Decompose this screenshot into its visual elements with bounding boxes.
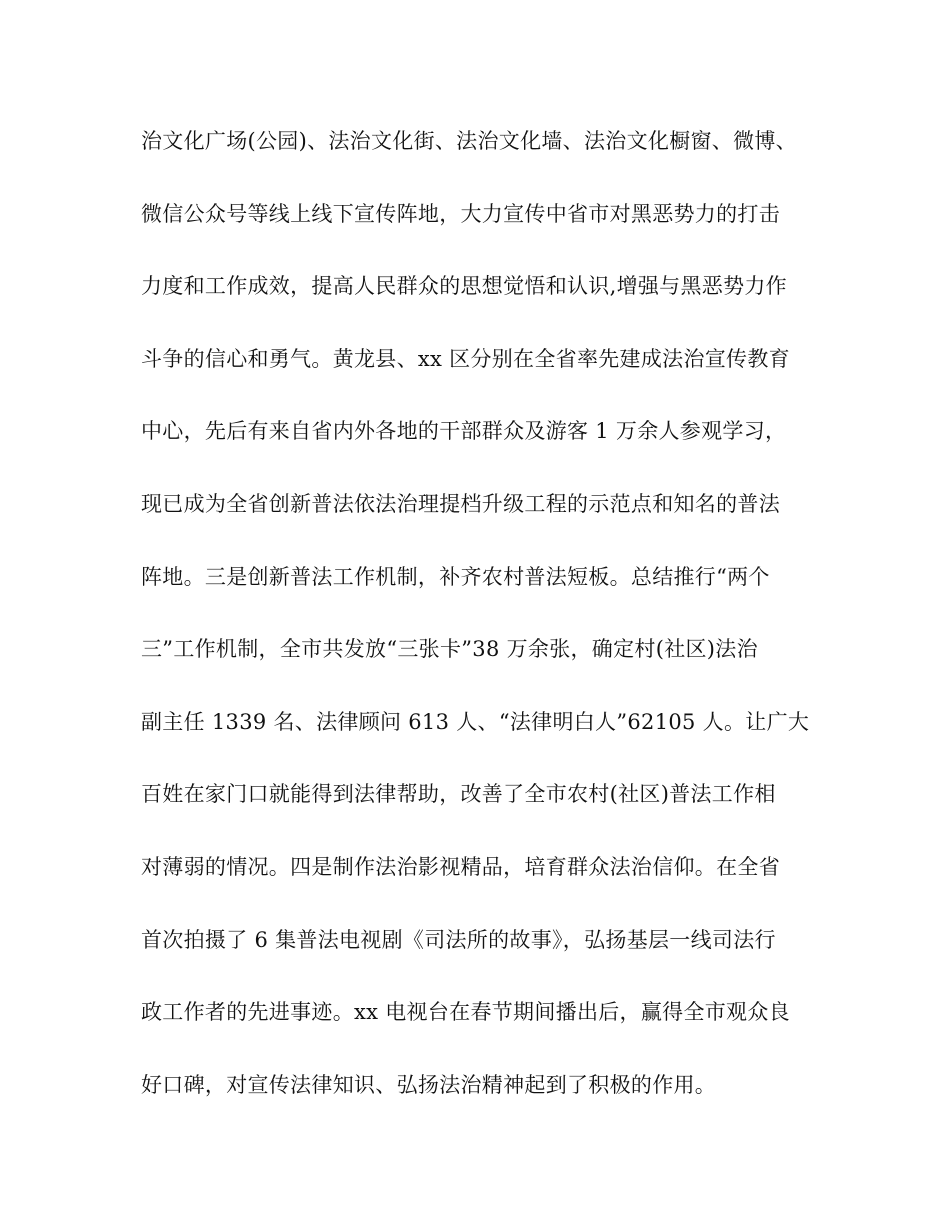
text-line-1: 治文化广场(公园)、法治文化街、法治文化墙、法治文化橱窗、微博、 (141, 129, 797, 153)
text-line-2: 微信公众号等线上线下宣传阵地，大力宣传中省市对黑恶势力的打击 (141, 201, 780, 226)
text-line-4: 斗争的信心和勇气。黄龙县、xx 区分别在全省率先建成法治宣传教育 (141, 346, 790, 371)
text-line-14: 好口碑，对宣传法律知识、弘扬法治精神起到了积极的作用。 (141, 1072, 717, 1097)
body-text (141, 123, 811, 1139)
text-line-12: 首次拍摄了 6 集普法电视剧《司法所的故事》，弘扬基层一线司法行 (141, 927, 776, 952)
text-line-7: 阵地。三是创新普法工作机制，补齐农村普法短板。总结推行“两个 (141, 564, 770, 589)
text-line-9: 副主任 1339 名、法律顾问 613 人、“法律明白人”62105 人。让广大 (141, 709, 810, 734)
text-line-11: 对薄弱的情况。四是制作法治影视精品，培育群众法治信仰。在全省 (141, 854, 780, 879)
text-line-8: 三”工作机制，全市共发放“三张卡”38 万余张，确定村(社区)法治 (141, 637, 758, 662)
text-line-5: 中心，先后有来自省内外各地的干部群众及游客 1 万余人参观学习， (141, 419, 787, 444)
text-line-6: 现已成为全省创新普法依法治理提档升级工程的示范点和知名的普法 (141, 491, 780, 516)
text-line-10: 百姓在家门口就能得到法律帮助，改善了全市农村(社区)普法工作相 (141, 782, 776, 807)
text-line-3: 力度和工作成效，提高人民群众的思想觉悟和认识,增强与黑恶势力作 (141, 274, 787, 299)
text-line-13: 政工作者的先进事迹。xx 电视台在春节期间播出后，赢得全市观众良 (141, 1000, 790, 1025)
